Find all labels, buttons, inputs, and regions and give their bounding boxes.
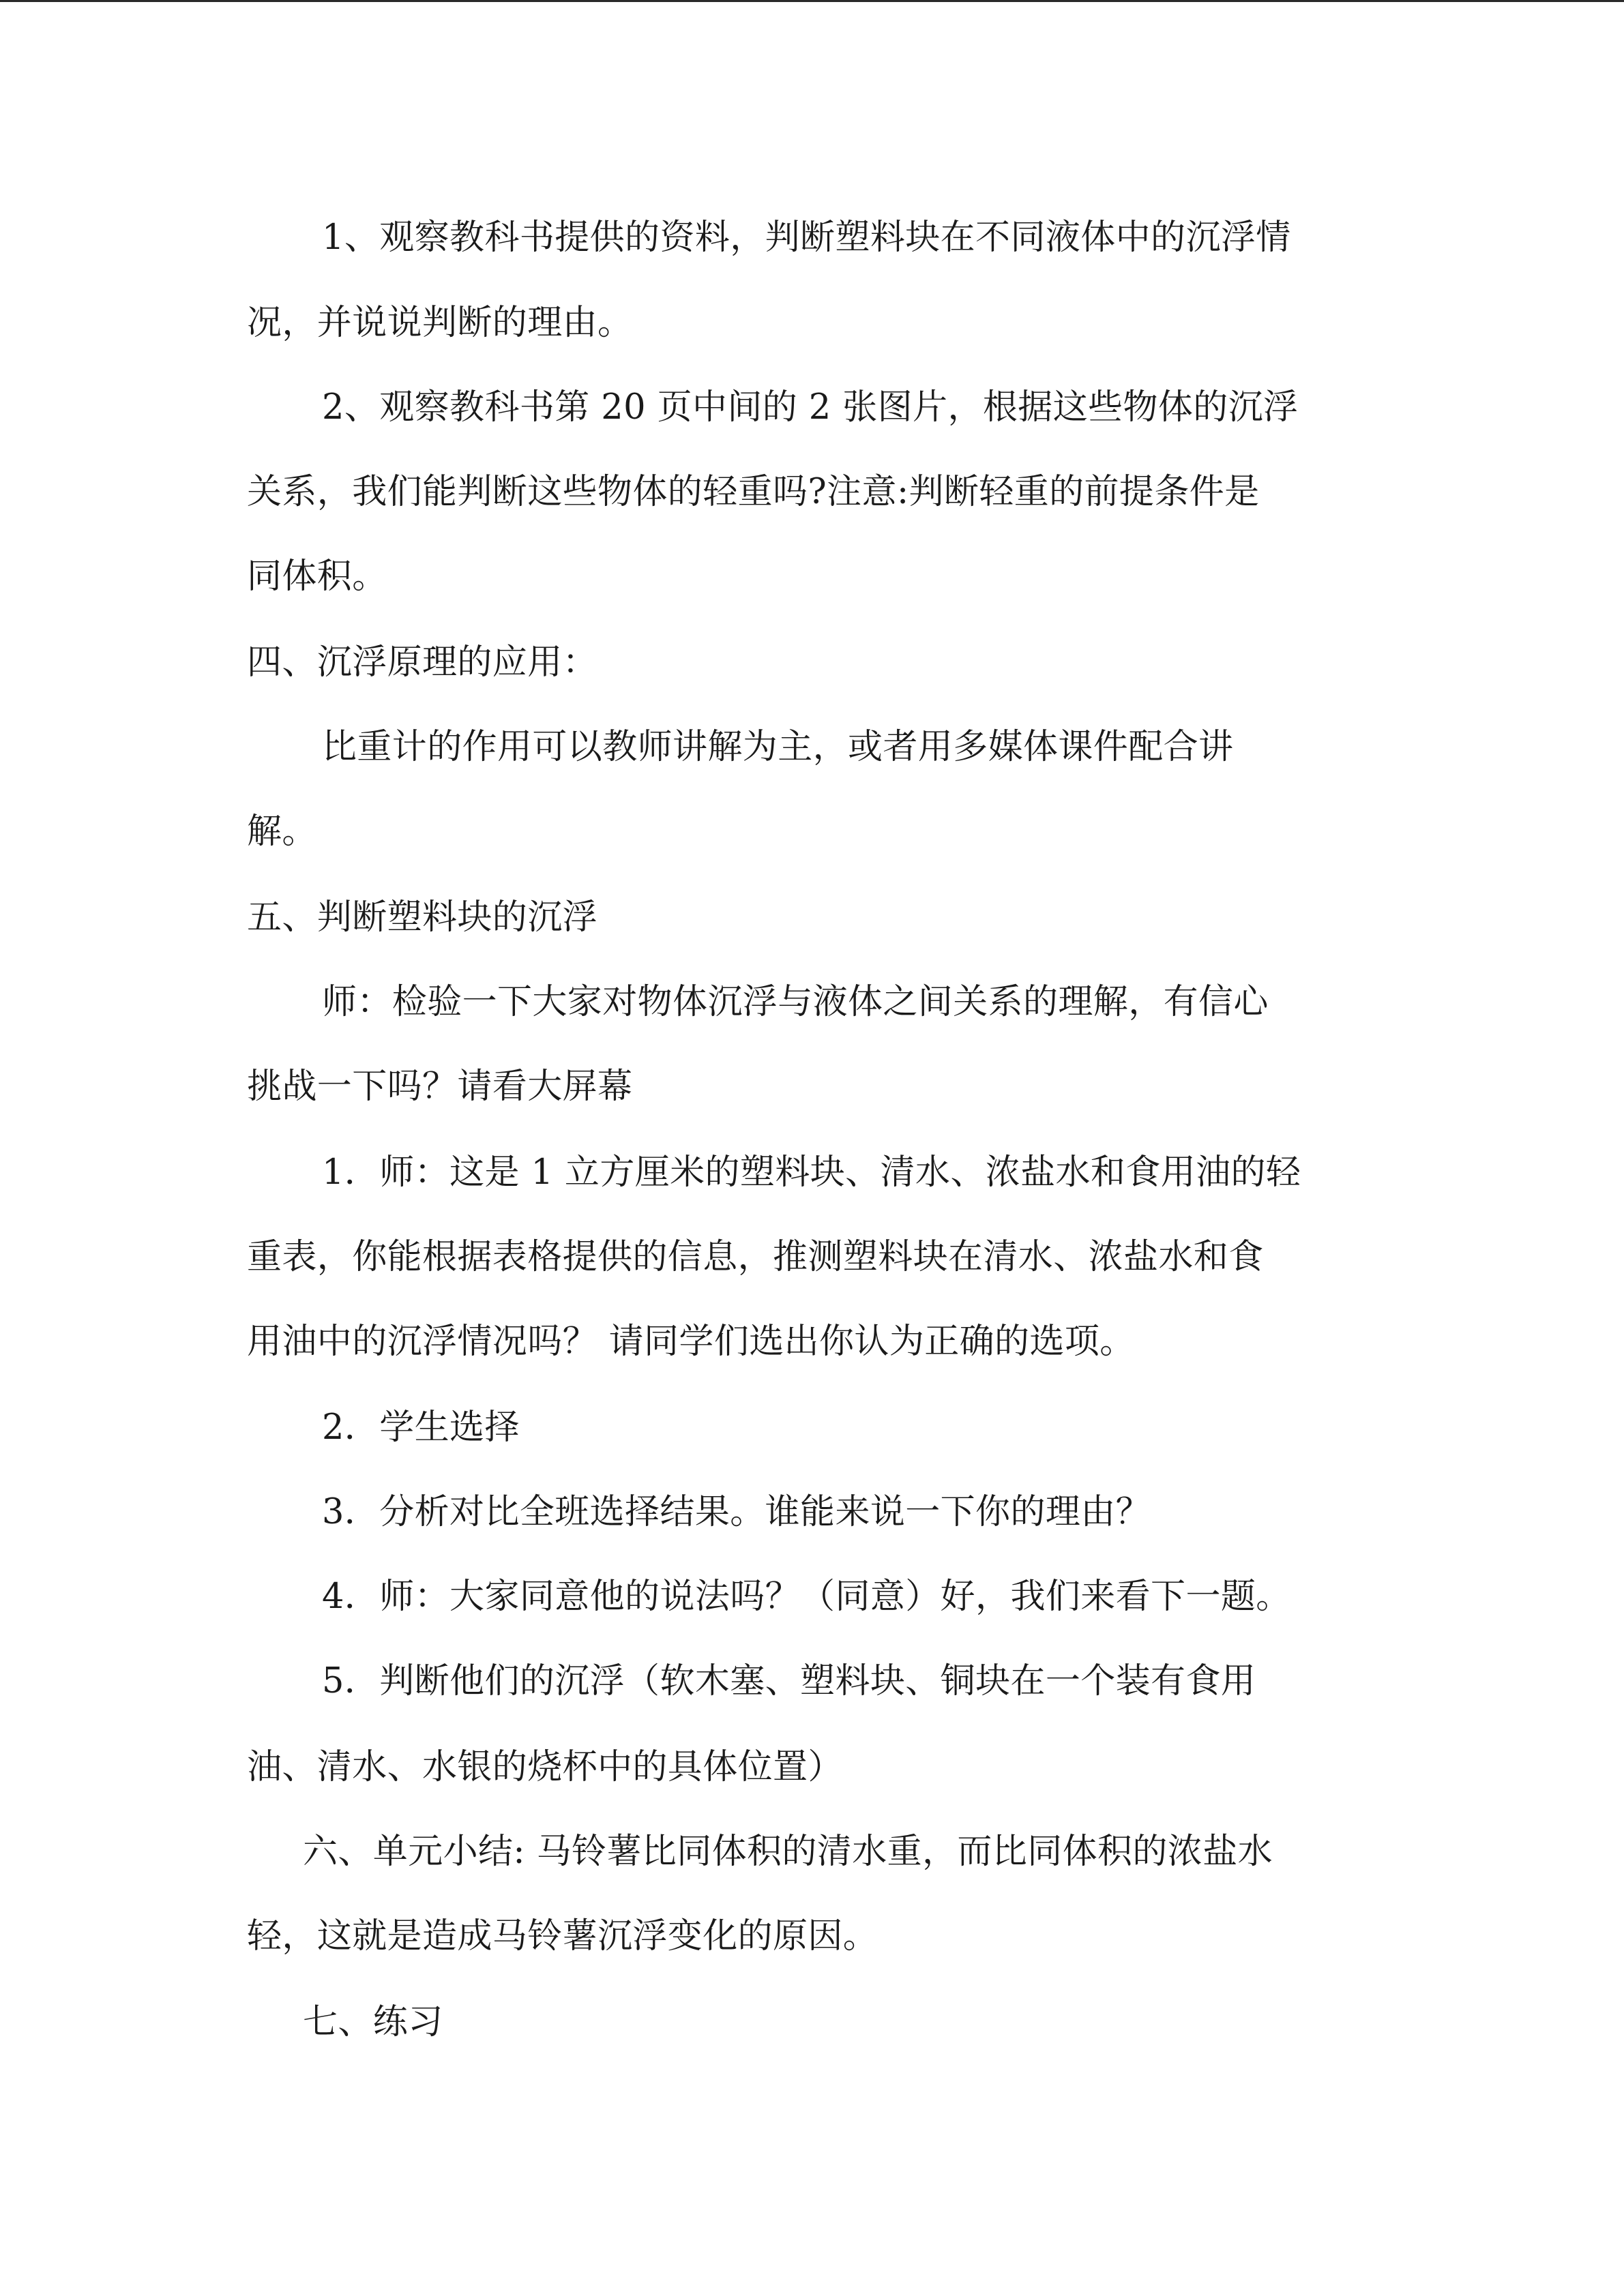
paragraph-line-observe-pictures: 2、观察教科书第 20 页中间的 2 张图片，根据这些物体的沉浮 [322,387,1299,428]
section-heading-practice: 七、练习 [303,2002,443,2042]
paragraph-line: 关系，我们能判断这些物体的轻重吗?注意:判断轻重的前提条件是 [247,472,1260,512]
paragraph-line-teacher: 师：检验一下大家对物体沉浮与液体之间关系的理解，有信心 [322,982,1269,1022]
paragraph-line: 用油中的沉浮情况吗？ 请同学们选出你认为正确的选项。 [247,1322,1135,1362]
paragraph-line-hydrometer: 比重计的作用可以教师讲解为主，或者用多媒体课件配合讲 [322,727,1234,767]
paragraph-line: 重表，你能根据表格提供的信息，推测塑料块在清水、浓盐水和食 [247,1237,1264,1277]
list-item-2: 2．学生选择 [322,1407,520,1448]
section-heading-application: 四、沉浮原理的应用： [247,642,598,683]
list-item-3: 3．分析对比全班选择结果。谁能来说一下你的理由？ [322,1492,1151,1532]
section-heading-judge-plastic: 五、判断塑料块的沉浮 [247,897,598,938]
paragraph-line-observe-materials: 1、观察教科书提供的资料，判断塑料块在不同液体中的沉浮情 [322,218,1291,258]
list-item-4: 4．师：大家同意他的说法吗？（同意）好，我们来看下一题。 [322,1577,1291,1617]
paragraph-line: 轻，这就是造成马铃薯沉浮变化的原因。 [247,1916,879,1956]
paragraph-line: 解。 [247,811,317,852]
section-heading-summary: 六、单元小结: 马铃薯比同体积的清水重，而比同体积的浓盐水 [303,1832,1273,1872]
paragraph-line: 况，并说说判断的理由。 [247,303,633,343]
list-item-5: 5．判断他们的沉浮（软木塞、塑料块、铜块在一个装有食用 [322,1661,1256,1701]
paragraph-line: 油、清水、水银的烧杯中的具体位置） [247,1747,843,1787]
paragraph-line: 同体积。 [247,556,387,597]
paragraph-line: 挑战一下吗？请看大屏幕 [247,1067,633,1107]
list-item-1: 1．师：这是 1 立方厘米的塑料块、清水、浓盐水和食用油的轻 [322,1152,1301,1193]
